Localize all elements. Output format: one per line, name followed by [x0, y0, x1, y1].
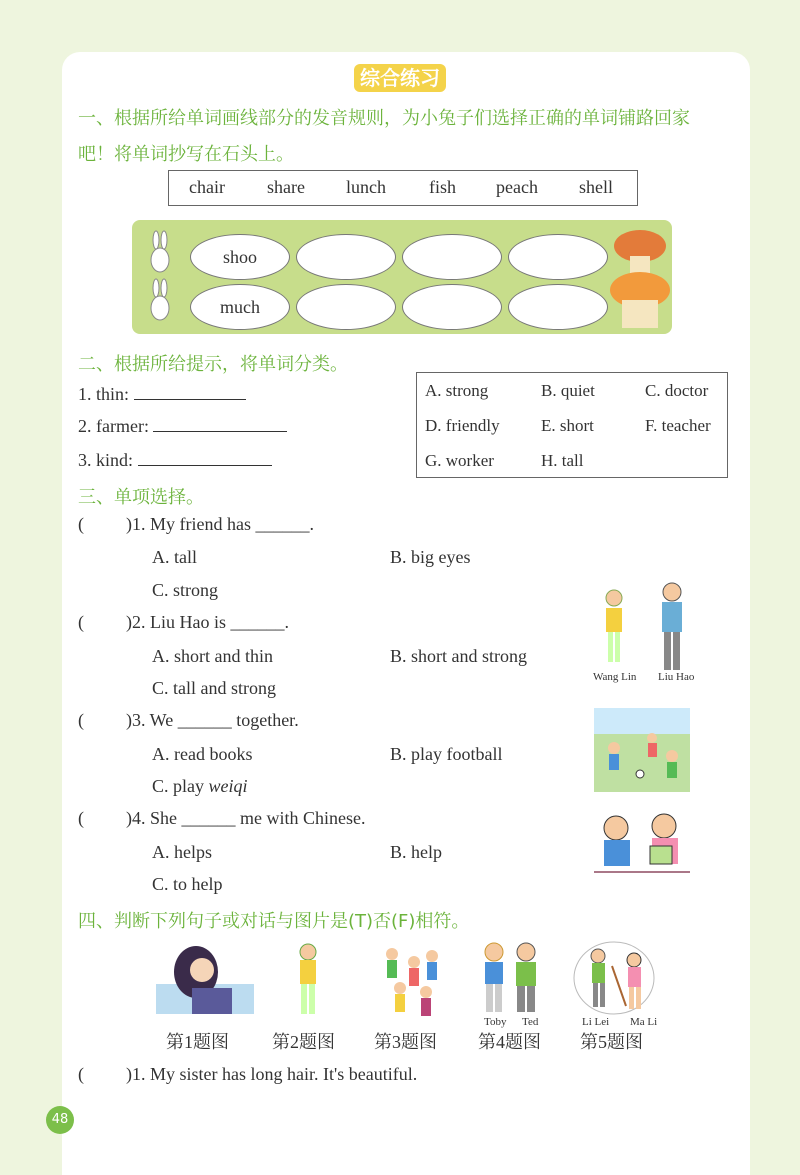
- option-h: H. tall: [541, 451, 584, 470]
- picture-1-long-hair-girl: [156, 944, 254, 1014]
- question-2-option-a[interactable]: A. short and thin: [152, 646, 273, 666]
- word-chair: chair: [189, 177, 225, 197]
- option-a: A. strong: [425, 381, 489, 400]
- wang-lin-liu-hao-picture: [590, 580, 710, 680]
- question-2-option-b[interactable]: B. short and strong: [390, 646, 527, 666]
- stone-row2-2[interactable]: [296, 284, 396, 330]
- question-3-option-b[interactable]: B. play football: [390, 744, 503, 764]
- option-e: E. short: [541, 416, 594, 435]
- picture-2-boy: [288, 940, 328, 1020]
- question-1-option-b[interactable]: B. big eyes: [390, 547, 471, 567]
- question-1-paren[interactable]: (: [78, 514, 84, 534]
- caption-picture-4: 第4题图: [478, 1032, 541, 1052]
- stone-path-illustration: [132, 220, 672, 334]
- option-b: B. quiet: [541, 381, 595, 400]
- question-3-paren[interactable]: (: [78, 710, 84, 730]
- stone-row1-2[interactable]: [296, 234, 396, 280]
- word-fish: fish: [429, 177, 456, 197]
- study-help-picture: [594, 806, 690, 880]
- stone-row1-1[interactable]: shoo: [190, 234, 290, 280]
- label-ma-li: Ma Li: [630, 1016, 658, 1028]
- stone-row1-4[interactable]: [508, 234, 608, 280]
- caption-picture-1: 第1题图: [166, 1032, 229, 1052]
- caption-picture-3: 第3题图: [374, 1032, 437, 1052]
- page-title: 综合练习: [354, 64, 446, 92]
- stone-row2-3[interactable]: [402, 284, 502, 330]
- stone-row1-3[interactable]: [402, 234, 502, 280]
- judge-1-paren[interactable]: (: [78, 1064, 84, 1084]
- caption-picture-5: 第5题图: [580, 1032, 643, 1052]
- question-2-paren[interactable]: (: [78, 612, 84, 632]
- option-box: [416, 372, 728, 478]
- label-liu-hao: Liu Hao: [658, 671, 695, 683]
- question-4-stem: )4. She ______ me with Chinese.: [126, 808, 366, 828]
- stone-row2-4[interactable]: [508, 284, 608, 330]
- question-1-option-a[interactable]: A. tall: [152, 547, 197, 567]
- question-3-stem: )3. We ______ together.: [126, 710, 299, 730]
- label-ted: Ted: [522, 1016, 539, 1028]
- answer-line[interactable]: [134, 385, 246, 400]
- football-picture: [594, 708, 690, 792]
- label-toby: Toby: [484, 1016, 507, 1028]
- option-f: F. teacher: [645, 416, 711, 435]
- label-li-lei: Li Lei: [582, 1016, 610, 1028]
- caption-picture-2: 第2题图: [272, 1032, 335, 1052]
- prompt-kind: 3. kind:: [78, 450, 272, 471]
- page-number: 48: [46, 1106, 74, 1134]
- section3-heading: 三、单项选择。: [78, 487, 204, 508]
- word-shell: shell: [579, 177, 613, 197]
- picture-3-playing-children: [378, 942, 442, 1020]
- section2-heading: 二、根据所给提示，将单词分类。: [78, 354, 348, 375]
- word-lunch: lunch: [346, 177, 386, 197]
- question-4-option-c[interactable]: C. to help: [152, 874, 223, 894]
- section4-heading: 四、判断下列句子或对话与图片是(T)否(F)相符。: [78, 911, 470, 932]
- section1-instruction-line2: 吧！将单词抄写在石头上。: [78, 144, 294, 165]
- option-c: C. doctor: [645, 381, 709, 400]
- prompt-farmer: 2. farmer:: [78, 416, 287, 437]
- judge-1-statement: )1. My sister has long hair. It's beautiful.: [126, 1064, 418, 1084]
- question-4-option-b[interactable]: B. help: [390, 842, 442, 862]
- picture-4-toby-ted: [478, 940, 544, 1016]
- question-3-option-c[interactable]: C. play weiqi: [152, 776, 248, 796]
- question-2-option-c[interactable]: C. tall and strong: [152, 678, 276, 698]
- question-2-stem: )2. Liu Hao is ______.: [126, 612, 289, 632]
- label-wang-lin: Wang Lin: [593, 671, 637, 683]
- word-share: share: [267, 177, 305, 197]
- answer-line[interactable]: [153, 417, 287, 432]
- question-4-option-a[interactable]: A. helps: [152, 842, 212, 862]
- answer-line[interactable]: [138, 451, 272, 466]
- mushroom-house-icon: [610, 230, 670, 328]
- word-peach: peach: [496, 177, 538, 197]
- option-d: D. friendly: [425, 416, 500, 435]
- rabbit-icon: [151, 231, 169, 320]
- section1-instruction-line1: 一、根据所给单词画线部分的发音规则，为小兔子们选择正确的单词铺路回家: [78, 108, 690, 129]
- question-1-option-c[interactable]: C. strong: [152, 580, 219, 600]
- stone-row2-1[interactable]: much: [190, 284, 290, 330]
- question-1-stem: )1. My friend has ______.: [126, 514, 314, 534]
- picture-5-li-lei-ma-li: [572, 940, 656, 1016]
- prompt-thin: 1. thin:: [78, 384, 246, 405]
- question-3-option-a[interactable]: A. read books: [152, 744, 253, 764]
- question-4-paren[interactable]: (: [78, 808, 84, 828]
- option-g: G. worker: [425, 451, 494, 470]
- word-bank: [168, 170, 638, 206]
